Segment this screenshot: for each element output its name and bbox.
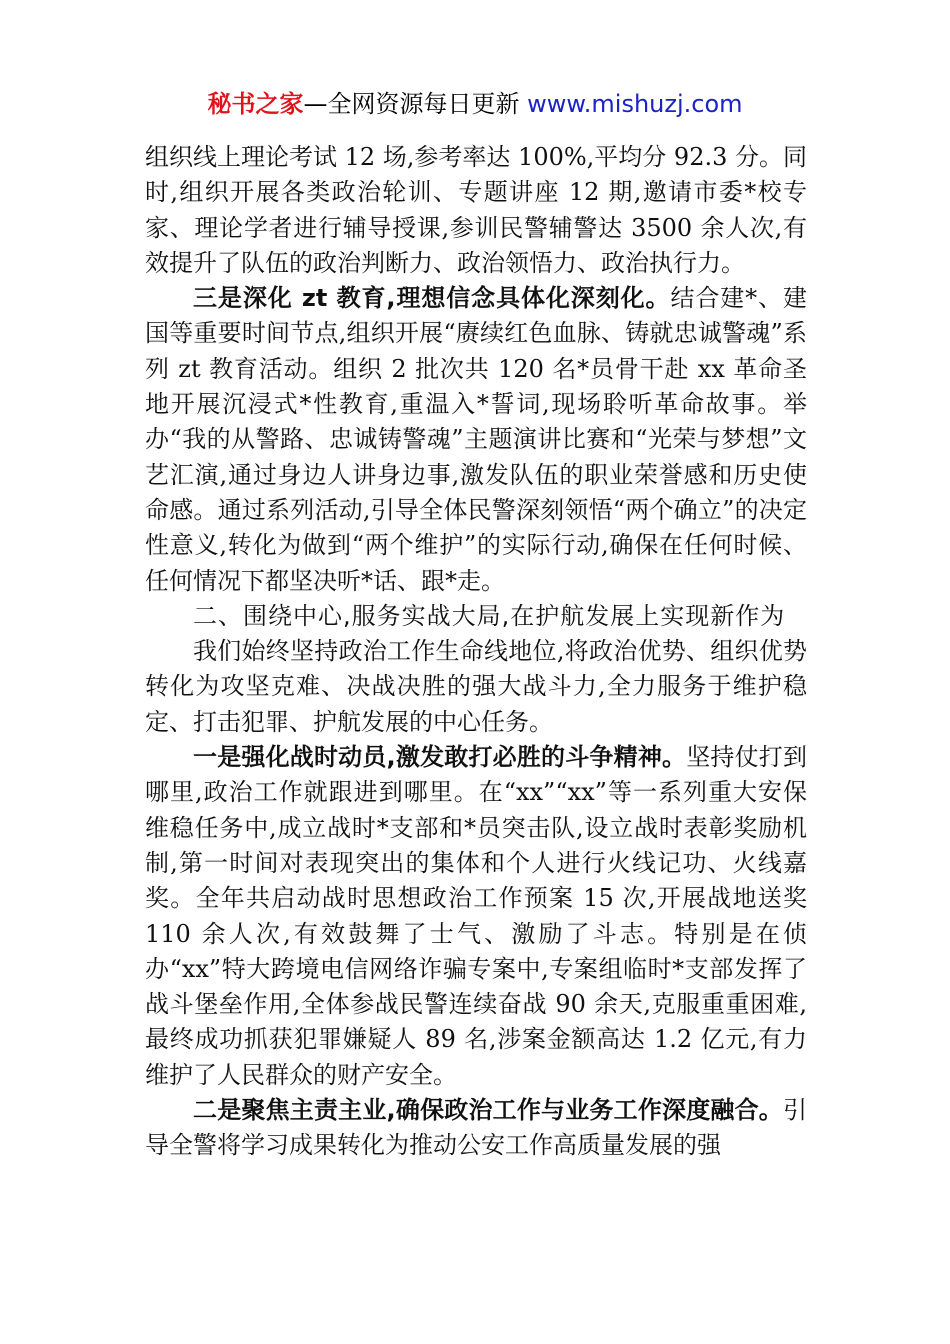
paragraph-wartime-mobilization (145, 740, 807, 1093)
paragraph-lead-heading: 二是聚焦主责主业,确保政治工作与业务工作深度融合。 (193, 1096, 783, 1125)
section-heading-text: 二、围绕中心,服务实战大局,在护航发展上实现新作为 (193, 601, 786, 630)
paragraph-text: 引导全警将学习成果转化为推动公安工作高质量发展的强 (145, 1096, 807, 1160)
site-url-link[interactable]: www.mishuzj.com (527, 90, 743, 118)
paragraph-zt-education (145, 281, 807, 599)
paragraph-text: 坚持仗打到哪里,政治工作就跟进到哪里。在“xx”“xx”等一系列重大安保维稳任务中,成立战时*支部和*员突击队,设立战时表彰奖励机制,第一时间对表现突出的集体和个人进行火线记功、火线嘉奖。全年共启动战时思想政治工作预案 15 次,开展战地送奖 110 余人次,有效鼓舞了士气、激励了斗志。特别是在侦办“xx”特大跨境电信网络诈骗专案中,专案组临时*支部发挥了战斗堡垒作用,全体参战民警连续奋战 90 余天,克服重重困难,最终成功抓获犯罪嫌疑人 89 名,涉案金额高达 1.2 亿元,有力维护了人民群众的财产安全。 (145, 743, 807, 1089)
section-heading (145, 599, 807, 634)
document-body (145, 140, 807, 1164)
brand-name: 秘书之家 (207, 90, 304, 118)
paragraph-lead-heading: 三是深化 zt 教育,理想信念具体化深刻化。 (193, 284, 671, 313)
paragraph-intro (145, 634, 807, 740)
paragraph-lead-heading: 一是强化战时动员,激发敢打必胜的斗争精神。 (193, 743, 687, 772)
header-tagline: —全网资源每日更新 (303, 90, 528, 118)
paragraph-text: 组织线上理论考试 12 场,参考率达 100%,平均分 92.3 分。同时,组织开展各类政治轮训、专题讲座 12 期,邀请市委*校专家、理论学者进行辅导授课,参训民警辅警达 3500 余人次,有效提升了队伍的政治判断力、政治领悟力、政治执行力。 (145, 143, 807, 277)
paragraph-text: 结合建*、建国等重要时间节点,组织开展“赓续红色血脉、铸就忠诚警魂”系列 zt 教育活动。组织 2 批次共 120 名*员骨干赴 xx 革命圣地开展沉浸式*性教育,重温入*誓词,现场聆听革命故事。举办“我的从警路、忠诚铸警魂”主题演讲比赛和“光荣与梦想”文艺汇演,通过身边人讲身边事,激发队伍的职业荣誉感和历史使命感。通过系列活动,引导全体民警深刻领悟“两个确立”的决定性意义,转化为做到“两个维护”的实际行动,确保在任何时候、任何情况下都坚决听*话、跟*走。 (145, 284, 807, 595)
page-header (0, 88, 950, 120)
paragraph-exam-training (145, 140, 807, 281)
paragraph-text: 我们始终坚持政治工作生命线地位,将政治优势、组织优势转化为攻坚克难、决战决胜的强大战斗力,全力服务于维护稳定、打击犯罪、护航发展的中心任务。 (145, 637, 807, 736)
paragraph-core-business (145, 1093, 807, 1164)
